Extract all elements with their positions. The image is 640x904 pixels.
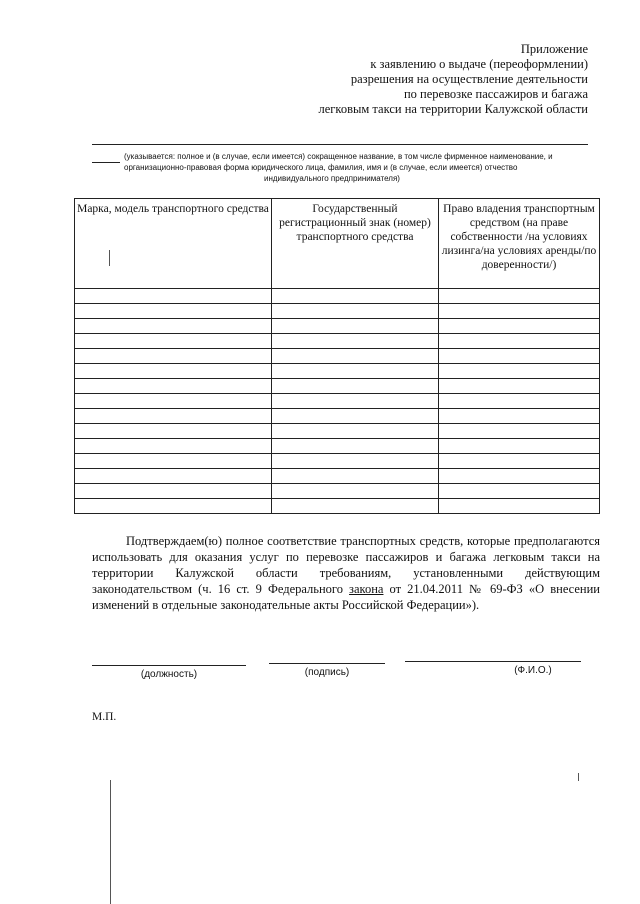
table-cell[interactable] xyxy=(439,499,600,514)
table-cell[interactable] xyxy=(439,289,600,304)
table-cell[interactable] xyxy=(272,349,439,364)
vehicles-table xyxy=(74,198,600,514)
table-cell[interactable] xyxy=(439,364,600,379)
table-cell[interactable] xyxy=(272,409,439,424)
table-cell[interactable] xyxy=(75,334,272,349)
signature-label: (подпись) xyxy=(304,667,350,678)
table-row xyxy=(75,454,600,469)
table-row xyxy=(75,319,600,334)
table-cell[interactable] xyxy=(272,334,439,349)
column-header-ownership: Право владения транспортным средством (на праве собственности /на условиях лизинга/на условиях аренды/по доверенности/) xyxy=(439,199,600,289)
table-cell[interactable] xyxy=(272,289,439,304)
table-row xyxy=(75,409,600,424)
appendix-line: к заявлению о выдаче (переоформлении) xyxy=(370,57,588,71)
table-row xyxy=(75,304,600,319)
table-cell[interactable] xyxy=(272,484,439,499)
table-cell[interactable] xyxy=(75,499,272,514)
table-cell[interactable] xyxy=(439,319,600,334)
table-cell[interactable] xyxy=(439,349,600,364)
table-cell[interactable] xyxy=(75,319,272,334)
applicant-note-line: индивидуального предпринимателя) xyxy=(264,174,400,183)
table-header-row xyxy=(75,199,600,289)
table-cell[interactable] xyxy=(75,304,272,319)
column-header-model: Марка, модель транспортного средства xyxy=(75,199,272,289)
applicant-name-line-short[interactable] xyxy=(92,162,120,163)
appendix-title: Приложение xyxy=(520,42,588,56)
table-cell[interactable] xyxy=(272,394,439,409)
table-cell[interactable] xyxy=(272,469,439,484)
table-cell[interactable] xyxy=(272,424,439,439)
full-name-signature-line[interactable] xyxy=(405,661,581,662)
table-cell[interactable] xyxy=(439,424,600,439)
table-cell[interactable] xyxy=(75,454,272,469)
table-row xyxy=(75,499,600,514)
table-row xyxy=(75,484,600,499)
table-cell[interactable] xyxy=(272,364,439,379)
signature-line[interactable] xyxy=(269,663,385,664)
table-cell[interactable] xyxy=(272,379,439,394)
position-signature-line[interactable] xyxy=(92,665,246,666)
table-cell[interactable] xyxy=(272,319,439,334)
table-cell[interactable] xyxy=(75,289,272,304)
table-cell[interactable] xyxy=(439,304,600,319)
table-cell[interactable] xyxy=(272,439,439,454)
position-label: (должность) xyxy=(140,669,198,680)
table-cell[interactable] xyxy=(272,454,439,469)
column-header-plate: Государственный регистрационный знак (номер) транспортного средства xyxy=(272,199,439,289)
scan-mark-right xyxy=(578,773,579,781)
stamp-label: М.П. xyxy=(92,711,117,723)
table-cell[interactable] xyxy=(75,349,272,364)
table-cell[interactable] xyxy=(439,484,600,499)
applicant-note-line: (указывается: полное и (в случае, если имеется) сокращенное название, в том числе фирменное наименование, и xyxy=(124,152,553,161)
appendix-header xyxy=(319,42,589,117)
table-cell[interactable] xyxy=(75,484,272,499)
confirmation-paragraph xyxy=(92,533,600,613)
table-cell[interactable] xyxy=(75,409,272,424)
table-cell[interactable] xyxy=(75,469,272,484)
table-cell[interactable] xyxy=(439,379,600,394)
table-cell[interactable] xyxy=(75,439,272,454)
table-row xyxy=(75,334,600,349)
table-cell[interactable] xyxy=(439,439,600,454)
table-row xyxy=(75,424,600,439)
table-cell[interactable] xyxy=(439,454,600,469)
table-cell[interactable] xyxy=(439,394,600,409)
table-cell[interactable] xyxy=(75,364,272,379)
table-cell[interactable] xyxy=(439,469,600,484)
table-row xyxy=(75,349,600,364)
appendix-line: легковым такси на территории Калужской области xyxy=(318,102,588,116)
law-link[interactable]: закона xyxy=(349,582,384,596)
scan-mark xyxy=(109,250,110,266)
table-row xyxy=(75,289,600,304)
appendix-line: по перевозке пассажиров и багажа xyxy=(403,87,588,101)
table-cell[interactable] xyxy=(75,424,272,439)
table-row xyxy=(75,364,600,379)
table-row xyxy=(75,469,600,484)
table-cell[interactable] xyxy=(439,334,600,349)
table-cell[interactable] xyxy=(439,409,600,424)
table-row xyxy=(75,439,600,454)
table-cell[interactable] xyxy=(272,499,439,514)
full-name-label: (Ф.И.О.) xyxy=(514,665,552,676)
confirmation-text: Подтверждаем(ю) полное соответствие транспортных средств, которые предполагаются использовать для оказания услуг по перевозке пассажиров и багажа легковым такси на территории Калужской области требованиям, установленными действующим законодательством (ч. 16 ст. 9 Федерального xyxy=(92,534,600,596)
table-cell[interactable] xyxy=(272,304,439,319)
table-row xyxy=(75,394,600,409)
confirmation-text-end: от 21.04.2011 № 69-ФЗ «О внесении изменений в отдельные законодательные акты Российской Федерации»). xyxy=(92,582,600,612)
applicant-note-line: организационно-правовая форма юридического лица, фамилия, имя и (в случае, если имеется) отчество xyxy=(124,163,518,172)
applicant-name-line[interactable] xyxy=(92,144,588,145)
appendix-line: разрешения на осуществление деятельности xyxy=(350,72,588,86)
applicant-note xyxy=(124,151,596,184)
scan-edge-mark xyxy=(110,780,111,904)
table-cell[interactable] xyxy=(75,379,272,394)
table-row xyxy=(75,379,600,394)
table-cell[interactable] xyxy=(75,394,272,409)
